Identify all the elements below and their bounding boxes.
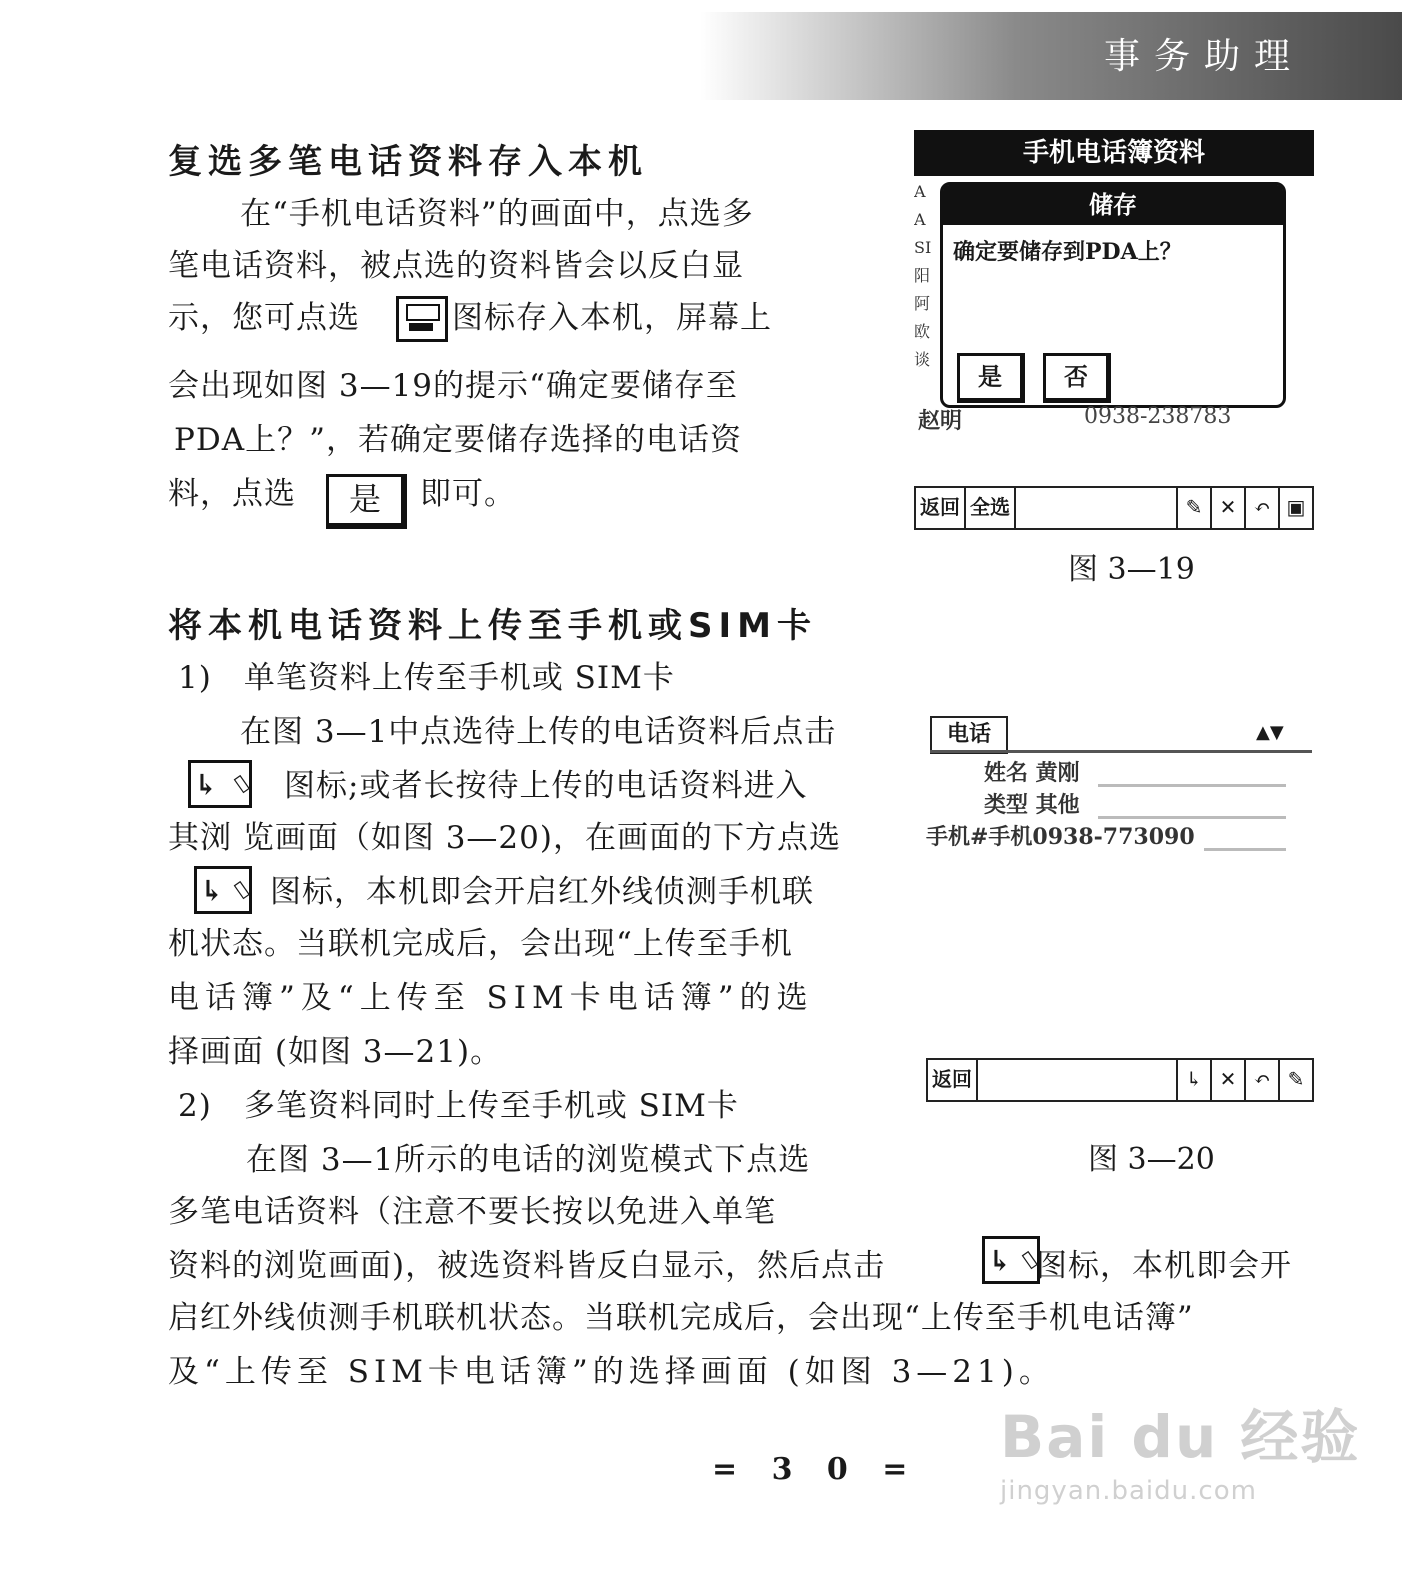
fig20-toolbar bbox=[926, 1058, 1314, 1102]
s1-line1: 在“手机电话资料”的画面中，点选多 bbox=[240, 196, 754, 232]
fig20-caption: 图 3—20 bbox=[1088, 1142, 1215, 1177]
upload-to-phone-icon[interactable]: ↳ bbox=[1178, 1060, 1212, 1100]
s2-p2: 图标;或者长按待上传的电话资料进入 bbox=[284, 768, 808, 804]
fig20-toolbar-gap bbox=[978, 1060, 1178, 1100]
fig20-mobile-row: 手机#手机0938-773090 bbox=[926, 824, 1195, 850]
s2-p4: 图标，本机即会开启红外线侦测手机联 bbox=[270, 874, 814, 910]
fig20-underline bbox=[1098, 816, 1286, 819]
page-number: = 3 0 = bbox=[712, 1452, 920, 1487]
s1-line5: PDA上？”，若确定要储存选择的电话资 bbox=[174, 422, 742, 458]
s2-item1: 1) 单笔资料上传至手机或 SIM卡 bbox=[178, 660, 675, 696]
undo-icon[interactable]: ↶ bbox=[1246, 1060, 1280, 1100]
s1-line4: 会出现如图 3—19的提示“确定要储存至 bbox=[168, 368, 738, 404]
delete-icon[interactable]: ✕ bbox=[1212, 1060, 1246, 1100]
watermark-brand: Bai du 经验 bbox=[1000, 1403, 1361, 1471]
fig19-yes-button[interactable]: 是 bbox=[957, 353, 1025, 403]
fig20-tab-phone[interactable]: 电话 bbox=[930, 716, 1008, 754]
s1-line3a: 示，您可点选 bbox=[168, 300, 360, 336]
s1-line2: 笔电话资料，被点选的资料皆会以反白显 bbox=[168, 248, 744, 284]
fig20-name-row: 姓名 黄刚 bbox=[984, 760, 1080, 786]
s2-q5: 及“上传至 SIM卡电话簿”的选择画面 (如图 3—21)。 bbox=[168, 1354, 1055, 1390]
upload-to-phone-icon: ↳ ▯ bbox=[194, 866, 252, 914]
fig20-type-row: 类型 其他 bbox=[984, 792, 1080, 818]
yes-button-illustration: 是 bbox=[326, 474, 407, 529]
s2-q3b: 图标，本机即会开 bbox=[1036, 1248, 1292, 1284]
fig20-back-button[interactable]: 返回 bbox=[928, 1060, 978, 1100]
s2-p5: 机状态。当联机完成后，会出现“上传至手机 bbox=[168, 926, 793, 962]
section1-heading: 复选多笔电话资料存入本机 bbox=[168, 142, 648, 182]
fig19-no-button[interactable]: 否 bbox=[1043, 353, 1111, 403]
upload-to-phone-icon: ↳ ▯ bbox=[188, 760, 252, 808]
fig19-caption: 图 3—19 bbox=[1068, 552, 1195, 587]
s2-q2: 多笔电话资料（注意不要长按以免进入单笔 bbox=[168, 1194, 776, 1230]
s1-line6a: 料，点选 bbox=[168, 476, 296, 512]
fig19-dialog bbox=[940, 182, 1286, 408]
section2-heading: 将本机电话资料上传至手机或SIM卡 bbox=[168, 606, 817, 646]
fig19-titlebar: 手机电话簿资料 bbox=[914, 130, 1314, 176]
upload-to-phone-icon: ↳ ▯ bbox=[982, 1236, 1040, 1284]
s2-p7: 择画面 (如图 3—21)。 bbox=[168, 1034, 503, 1070]
fig19-row-name: 赵明 bbox=[918, 408, 963, 434]
fig20-underline bbox=[1204, 848, 1286, 851]
fig19-select-all-button[interactable]: 全选 bbox=[966, 488, 1016, 528]
header-title: 事务助理 bbox=[1103, 36, 1304, 77]
delete-icon[interactable]: ✕ bbox=[1212, 488, 1246, 528]
s2-item2: 2) 多笔资料同时上传至手机或 SIM卡 bbox=[178, 1088, 739, 1124]
watermark-url: jingyan.baidu.com bbox=[1000, 1476, 1257, 1506]
s2-q4: 启红外线侦测手机联机状态。当联机完成后，会出现“上传至手机电话簿” bbox=[168, 1300, 1194, 1336]
baidu-watermark bbox=[1000, 1390, 1360, 1506]
scroll-arrows-icon[interactable]: ▲▼ bbox=[1256, 722, 1284, 743]
fig19-dialog-message: 确定要储存到PDA上？ bbox=[953, 239, 1182, 265]
fig20-underline bbox=[1098, 784, 1286, 787]
fig19-dialog-title: 储存 bbox=[943, 185, 1283, 225]
fig19-back-button[interactable]: 返回 bbox=[916, 488, 966, 528]
fig19-toolbar bbox=[914, 486, 1314, 530]
s2-p3: 其浏 览画面（如图 3—20)，在画面的下方点选 bbox=[168, 820, 841, 856]
s2-q3a: 资料的浏览画面)，被选资料皆反白显示，然后点击 bbox=[168, 1248, 886, 1284]
edit-icon[interactable]: ✎ bbox=[1287, 1067, 1305, 1091]
s2-q1: 在图 3—1所示的电话的浏览模式下点选 bbox=[246, 1142, 811, 1178]
fig19-list-edge: A A SI 阳 阿 欧 谈 bbox=[914, 182, 932, 369]
s1-line6b: 即可。 bbox=[420, 476, 516, 512]
fig19-row-number: 0938-238783 bbox=[1084, 404, 1232, 429]
save-icon bbox=[396, 296, 448, 342]
s2-p6: 电话簿”及“上传至 SIM卡电话簿”的选 bbox=[168, 980, 814, 1016]
save-icon-small[interactable]: ▣ bbox=[1286, 495, 1306, 519]
s2-p1: 在图 3—1中点选待上传的电话资料后点击 bbox=[240, 714, 837, 750]
fig19-toolbar-gap bbox=[1016, 488, 1178, 528]
edit-icon[interactable]: ✎ bbox=[1178, 488, 1212, 528]
fig20-divider bbox=[930, 750, 1312, 753]
s1-line3b: 图标存入本机，屏幕上 bbox=[452, 300, 772, 336]
undo-icon[interactable]: ↶ bbox=[1246, 488, 1280, 528]
